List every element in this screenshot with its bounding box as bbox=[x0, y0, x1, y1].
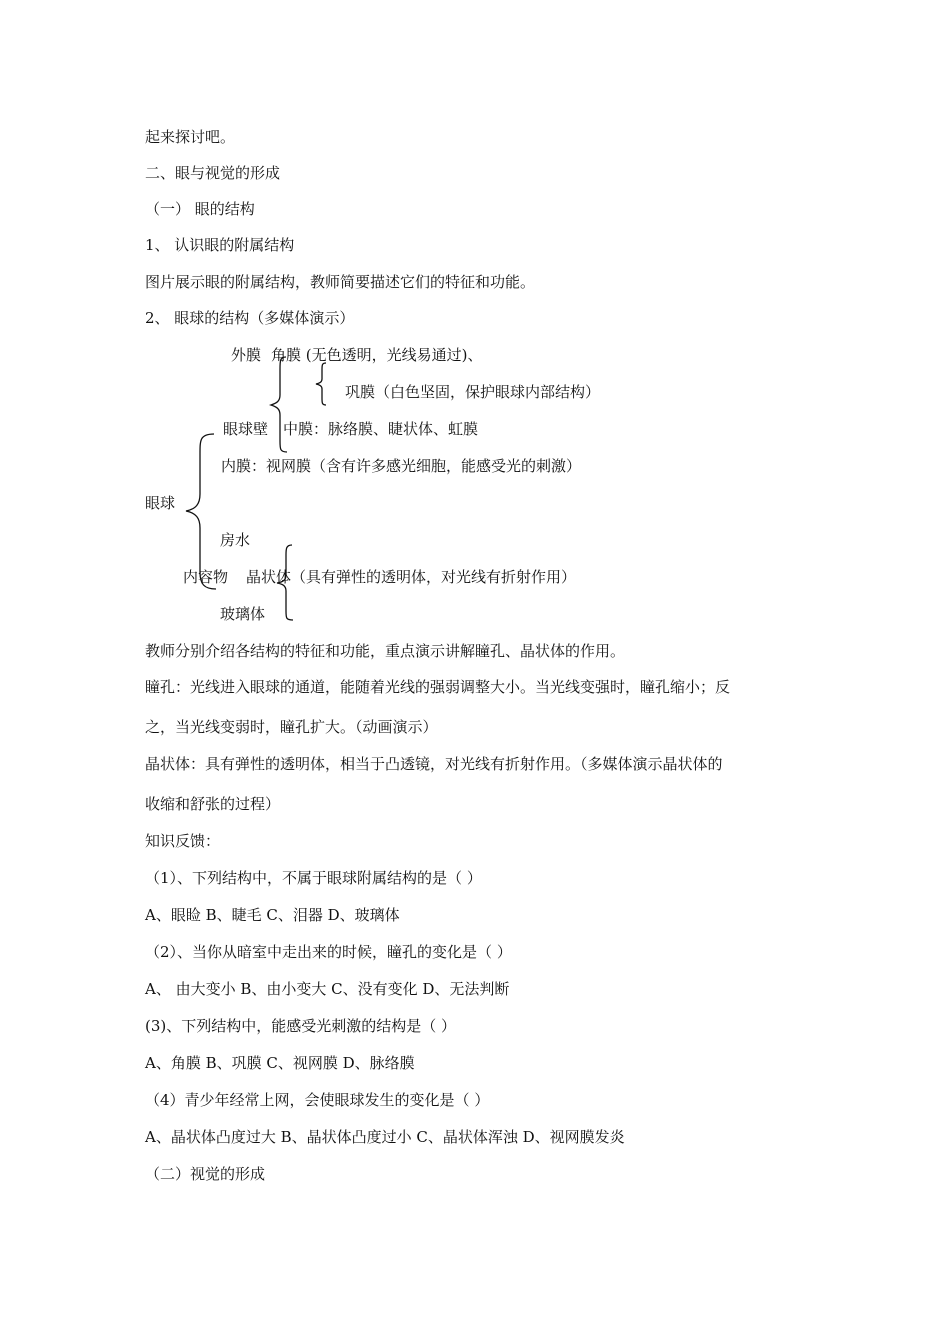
sclera-text: 巩膜（白色坚固，保护眼球内部结构） bbox=[345, 383, 601, 401]
lens-description: 晶状体：具有弹性的透明体，相当于凸透镜，对光线有折射作用。（多媒体演示晶状体的 bbox=[145, 755, 723, 773]
item-heading: 2、 眼球的结构（多媒体演示） bbox=[145, 309, 355, 327]
quiz-options: A、晶状体凸度过大 B、晶状体凸度过小 C、晶状体浑浊 D、视网膜发炎 bbox=[145, 1128, 625, 1146]
quiz-question: (3)、下列结构中，能感受光刺激的结构是（ ） bbox=[145, 1017, 457, 1035]
lens-text: 晶状体（具有弹性的透明体，对光线有折射作用） bbox=[246, 568, 577, 586]
quiz-options: A、 由大变小 B、由小变大 C、没有变化 D、无法判断 bbox=[145, 980, 510, 998]
contents-label: 内容物 bbox=[183, 568, 229, 586]
eyeball-brace bbox=[184, 432, 220, 592]
text-line: 图片展示眼的附属结构，教师简要描述它们的特征和功能。 bbox=[145, 273, 536, 291]
item-heading: 1、 认识眼的附属结构 bbox=[145, 236, 295, 254]
pupil-description-cont: 之，当光线变弱时，瞳孔扩大。（动画演示） bbox=[145, 718, 438, 736]
outer-membrane-brace bbox=[314, 362, 330, 406]
outer-membrane-label: 外膜 bbox=[231, 346, 262, 364]
eyeball-wall-label: 眼球壁 bbox=[223, 420, 269, 438]
eyeball-root-label: 眼球 bbox=[145, 494, 176, 512]
text-line: 起来探讨吧。 bbox=[145, 128, 236, 146]
pupil-description: 瞳孔：光线进入眼球的通道，能随着光线的强弱调整大小。当光线变强时，瞳孔缩小；反 bbox=[145, 678, 731, 696]
subsection-heading: （一） 眼的结构 bbox=[145, 200, 255, 218]
cornea-text: 角膜 (无色透明，光线易通过)、 bbox=[271, 346, 483, 364]
feedback-heading: 知识反馈： bbox=[145, 832, 221, 850]
aqueous-humor-text: 房水 bbox=[220, 531, 251, 549]
quiz-question: （1）、下列结构中，不属于眼球附属结构的是（ ） bbox=[145, 869, 482, 887]
section-heading: 二、眼与视觉的形成 bbox=[145, 164, 281, 182]
contents-brace bbox=[274, 543, 298, 623]
quiz-options: A、角膜 B、巩膜 C、视网膜 D、脉络膜 bbox=[145, 1054, 415, 1072]
quiz-options: A、眼睑 B、睫毛 C、泪器 D、玻璃体 bbox=[145, 906, 400, 924]
subsection-heading: （二）视觉的形成 bbox=[145, 1165, 266, 1183]
lens-description-cont: 收缩和舒张的过程） bbox=[145, 795, 281, 813]
quiz-question: （4）青少年经常上网，会使眼球发生的变化是（ ） bbox=[145, 1091, 490, 1109]
vitreous-text: 玻璃体 bbox=[220, 605, 266, 623]
text-line: 教师分别介绍各结构的特征和功能，重点演示讲解瞳孔、晶状体的作用。 bbox=[145, 642, 626, 660]
inner-membrane-text: 内膜：视网膜（含有许多感光细胞，能感受光的刺激） bbox=[221, 457, 582, 475]
eyeball-wall-brace bbox=[268, 355, 292, 455]
middle-membrane-text: 中膜：脉络膜、睫状体、虹膜 bbox=[283, 420, 479, 438]
quiz-question: （2）、当你从暗室中走出来的时候，瞳孔的变化是（ ） bbox=[145, 943, 512, 961]
